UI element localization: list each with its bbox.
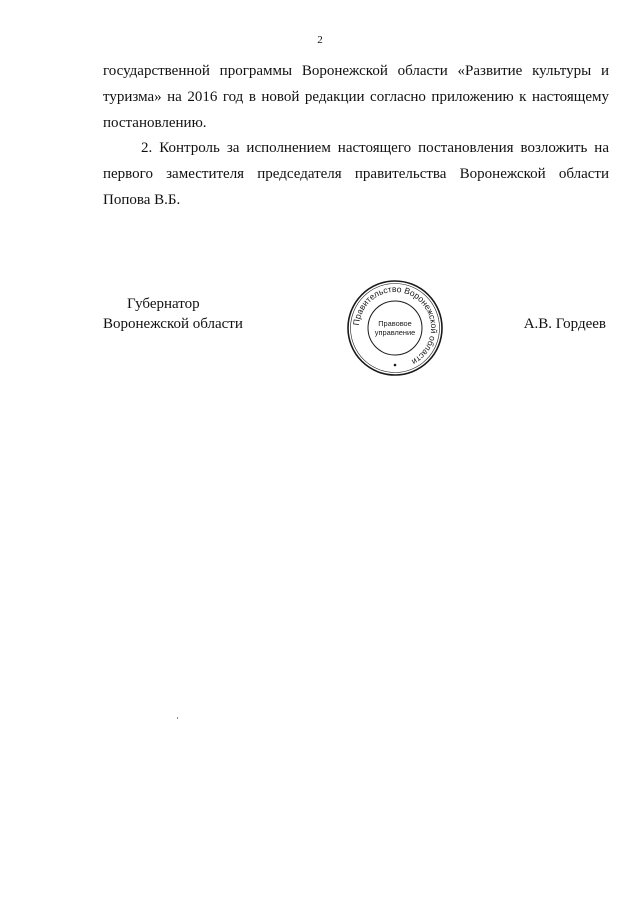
page-number: 2 xyxy=(317,34,323,46)
signatory-title-line-1: Губернатор xyxy=(127,296,200,312)
seal-ring-text: Правительство Воронежской области xyxy=(351,283,440,368)
scan-speck xyxy=(177,717,178,719)
official-seal xyxy=(345,278,445,378)
seal-center-line-2: управление xyxy=(374,328,416,337)
seal-center-line-1: Правовое xyxy=(378,319,412,328)
body-paragraph-1: государственной программы Воронежской области «Развитие культуры и туризма» на 2016 год в новой редакции согласно приложению к настоящему постановлению. xyxy=(103,63,609,131)
seal-star-mark xyxy=(394,364,397,367)
signatory-title-line-2: Воронежской области xyxy=(103,316,243,332)
body-paragraph-2: 2. Контроль за исполнением настоящего постановления возложить на первого заместителя председателя правительства Воронежской области Попова В.Б. xyxy=(103,140,609,208)
signatory-name: А.В. Гордеев xyxy=(523,316,606,332)
signatory-title xyxy=(103,294,243,334)
